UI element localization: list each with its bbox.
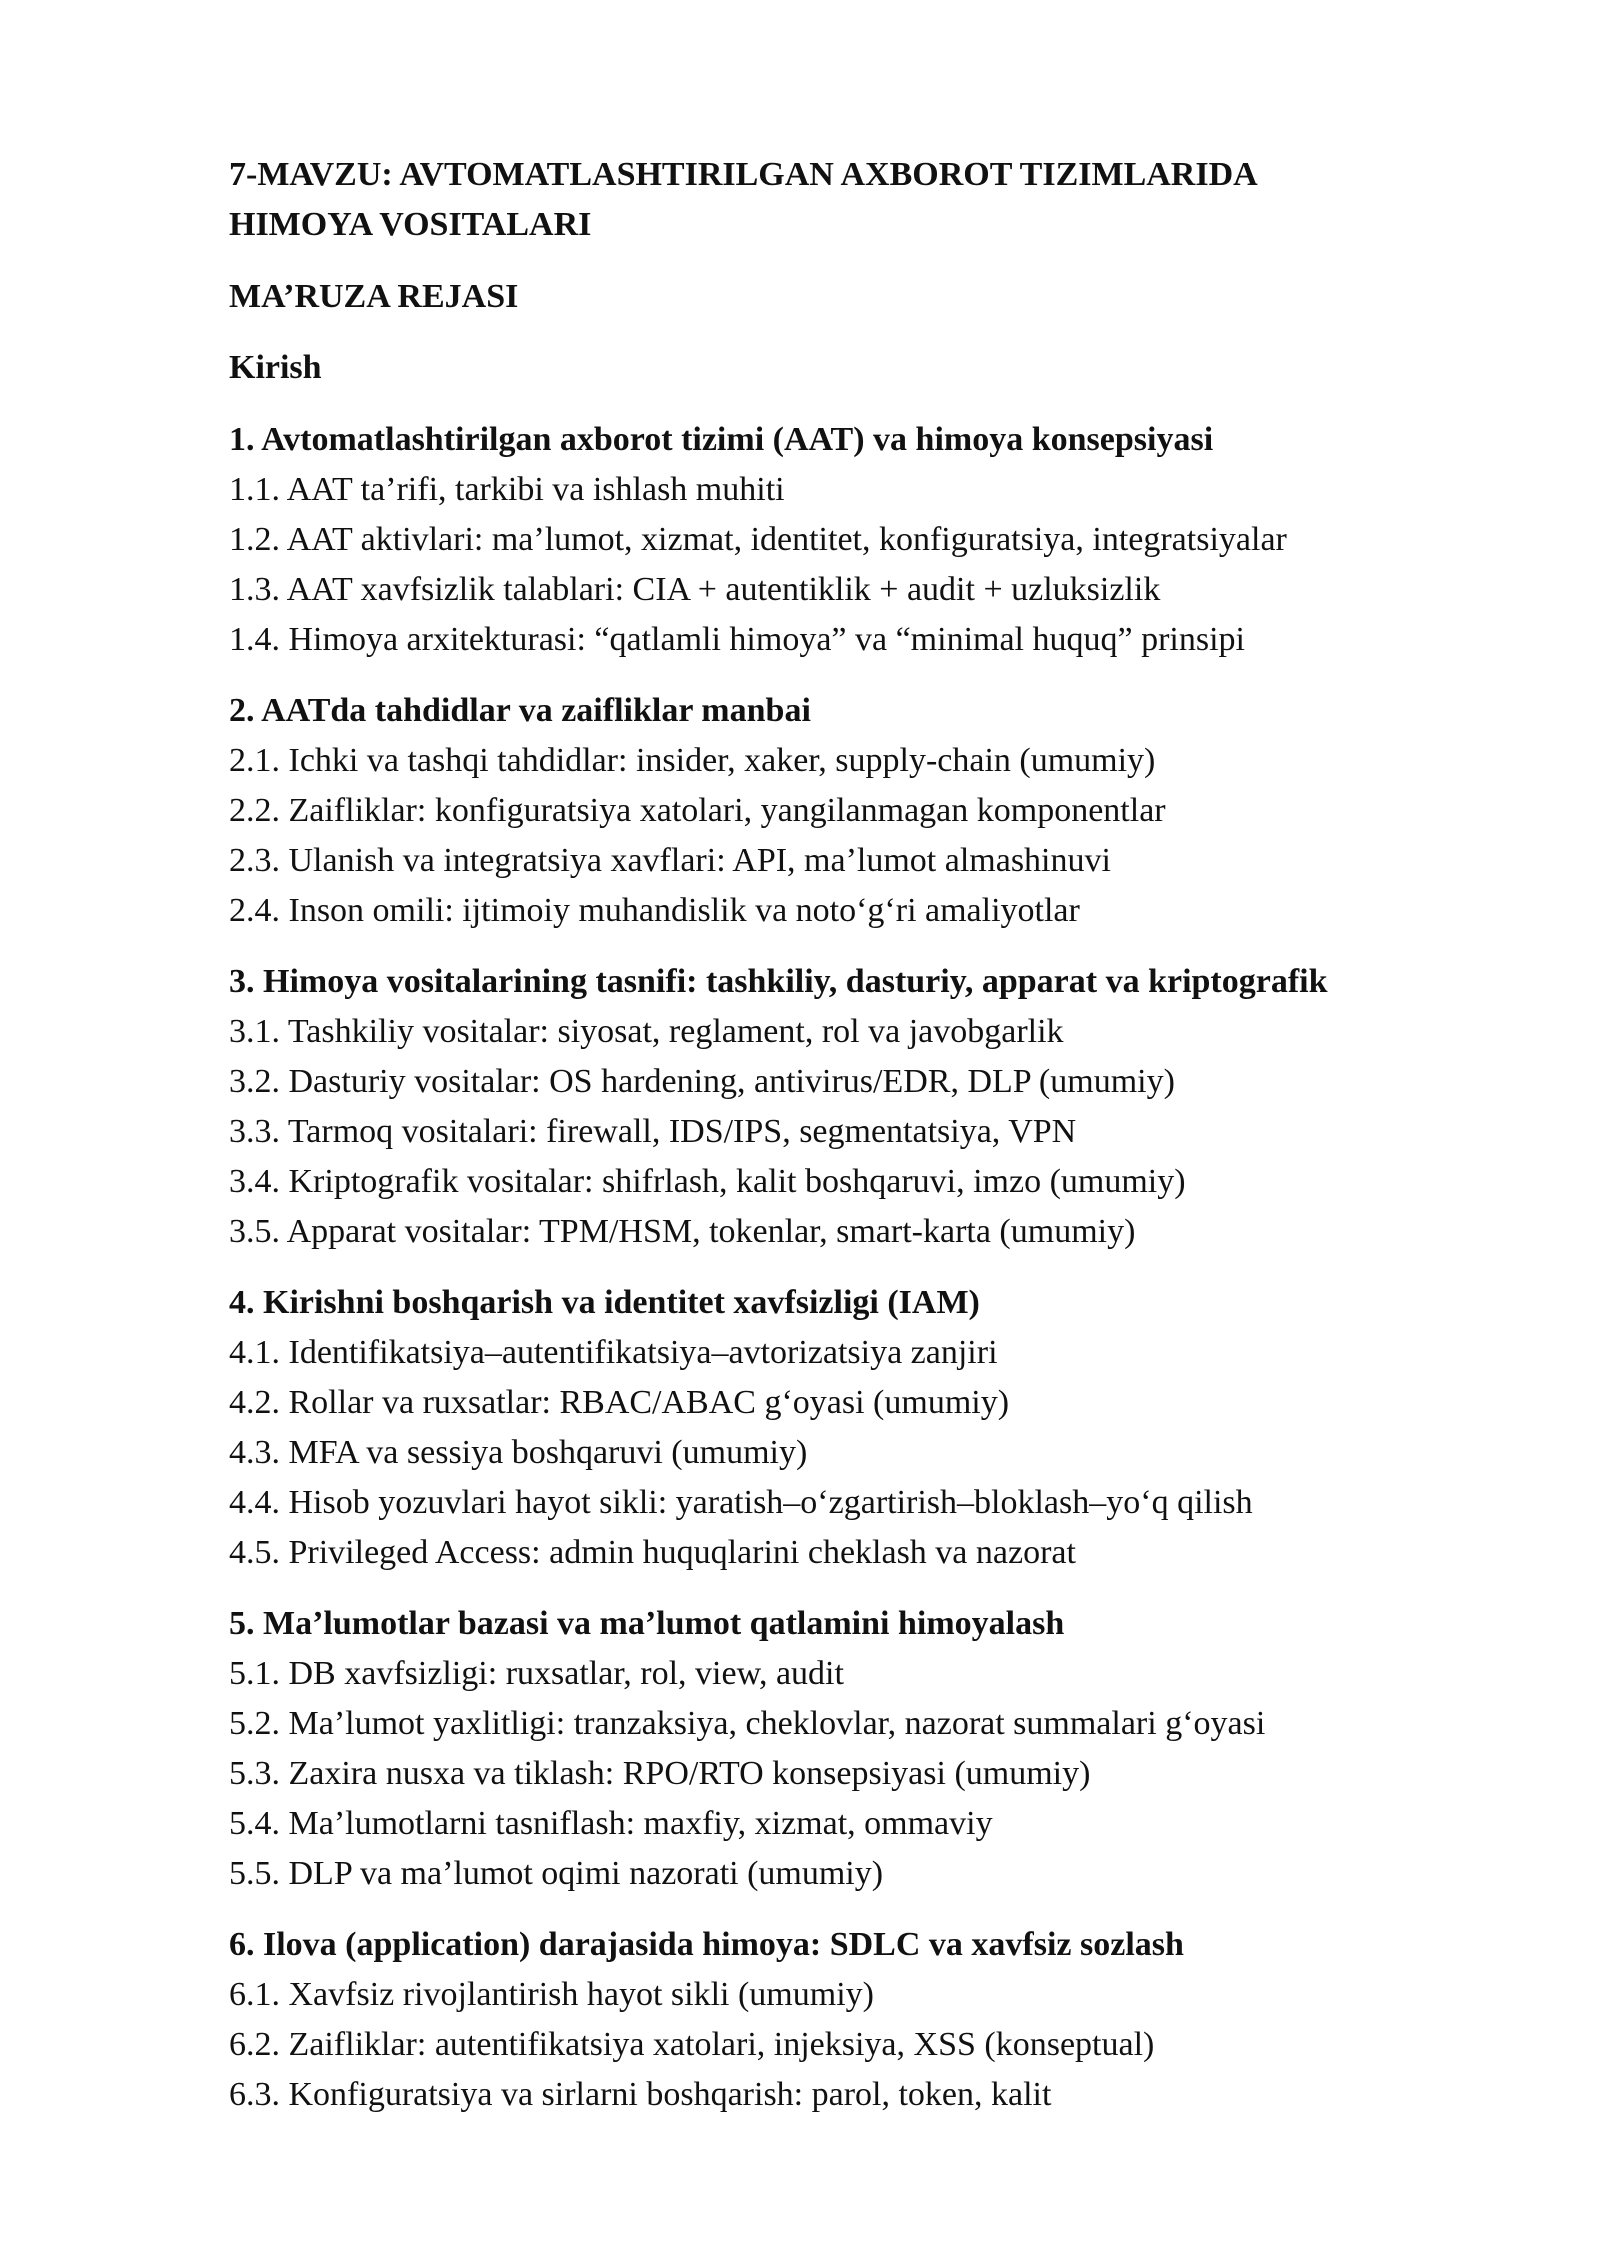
list-item: 2.4. Inson omili: ijtimoiy muhandislik va noto‘g‘ri amaliyotlar [229,892,1080,929]
section-5 [229,1599,1529,1899]
list-item: 1.2. AAT aktivlari: ma’lumot, xizmat, identitet, konfiguratsiya, integratsiyalar [229,521,1287,558]
document-title: 7-MAVZU: AVTOMATLASHTIRILGAN AXBOROT TIZIMLARIDA HIMOYA VOSITALARI [229,156,1258,243]
section-heading: 2. AATda tahdidlar va zaifliklar manbai [229,692,811,729]
list-item: 5.3. Zaxira nusxa va tiklash: RPO/RTO konsepsiyasi (umumiy) [229,1755,1091,1792]
list-item: 2.2. Zaifliklar: konfiguratsiya xatolari, yangilanmagan komponentlar [229,792,1166,829]
list-item: 6.3. Konfiguratsiya va sirlarni boshqarish: parol, token, kalit [229,2076,1052,2113]
list-item: 5.2. Ma’lumot yaxlitligi: tranzaksiya, cheklovlar, nazorat summalari g‘oyasi [229,1705,1266,1742]
list-item: 3.3. Tarmoq vositalari: firewall, IDS/IPS, segmentatsiya, VPN [229,1113,1077,1150]
section-6 [229,1920,1529,2120]
list-item: 3.5. Apparat vositalar: TPM/HSM, tokenlar, smart-karta (umumiy) [229,1213,1136,1250]
list-item: 3.1. Tashkiliy vositalar: siyosat, reglament, rol va javobgarlik [229,1013,1064,1050]
section-heading: 1. Avtomatlashtirilgan axborot tizimi (AAT) va himoya konsepsiyasi [229,421,1214,458]
list-item: 5.1. DB xavfsizligi: ruxsatlar, rol, view, audit [229,1655,844,1692]
list-item: 1.4. Himoya arxitekturasi: “qatlamli himoya” va “minimal huquq” prinsipi [229,621,1245,658]
section-heading: 3. Himoya vositalarining tasnifi: tashkiliy, dasturiy, apparat va kriptografik [229,963,1328,1000]
section-heading: 4. Kirishni boshqarish va identitet xavfsizligi (IAM) [229,1284,980,1321]
list-item: 4.4. Hisob yozuvlari hayot sikli: yaratish–o‘zgartirish–bloklash–yo‘q qilish [229,1484,1253,1521]
list-item: 6.2. Zaifliklar: autentifikatsiya xatolari, injeksiya, XSS (konseptual) [229,2026,1155,2063]
list-item: 4.5. Privileged Access: admin huquqlarini cheklash va nazorat [229,1534,1076,1571]
list-item: 4.3. MFA va sessiya boshqaruvi (umumiy) [229,1434,808,1471]
list-item: 3.2. Dasturiy vositalar: OS hardening, antivirus/EDR, DLP (umumiy) [229,1063,1175,1100]
list-item: 6.1. Xavfsiz rivojlantirish hayot sikli (umumiy) [229,1976,874,2013]
intro-heading: Kirish [229,349,322,386]
list-item: 1.3. AAT xavfsizlik talablari: CIA + autentiklik + audit + uzluksizlik [229,571,1161,608]
list-item: 2.1. Ichki va tashqi tahdidlar: insider, xaker, supply-chain (umumiy) [229,742,1156,779]
document-page [229,150,1529,2141]
list-item: 1.1. AAT ta’rifi, tarkibi va ishlash muhiti [229,471,785,508]
list-item: 4.2. Rollar va ruxsatlar: RBAC/ABAC g‘oyasi (umumiy) [229,1384,1010,1421]
list-item: 3.4. Kriptografik vositalar: shifrlash, kalit boshqaruvi, imzo (umumiy) [229,1163,1186,1200]
list-item: 5.4. Ma’lumotlarni tasniflash: maxfiy, xizmat, ommaviy [229,1805,993,1842]
list-item: 2.3. Ulanish va integratsiya xavflari: API, ma’lumot almashinuvi [229,842,1111,879]
section-2 [229,686,1529,936]
plan-heading: MA’RUZA REJASI [229,278,519,315]
section-heading: 5. Ma’lumotlar bazasi va ma’lumot qatlamini himoyalash [229,1605,1065,1642]
list-item: 4.1. Identifikatsiya–autentifikatsiya–avtorizatsiya zanjiri [229,1334,998,1371]
section-heading: 6. Ilova (application) darajasida himoya: SDLC va xavfsiz sozlash [229,1926,1184,1963]
section-1 [229,415,1529,665]
section-4 [229,1278,1529,1578]
section-3 [229,957,1529,1257]
list-item: 5.5. DLP va ma’lumot oqimi nazorati (umumiy) [229,1855,884,1892]
